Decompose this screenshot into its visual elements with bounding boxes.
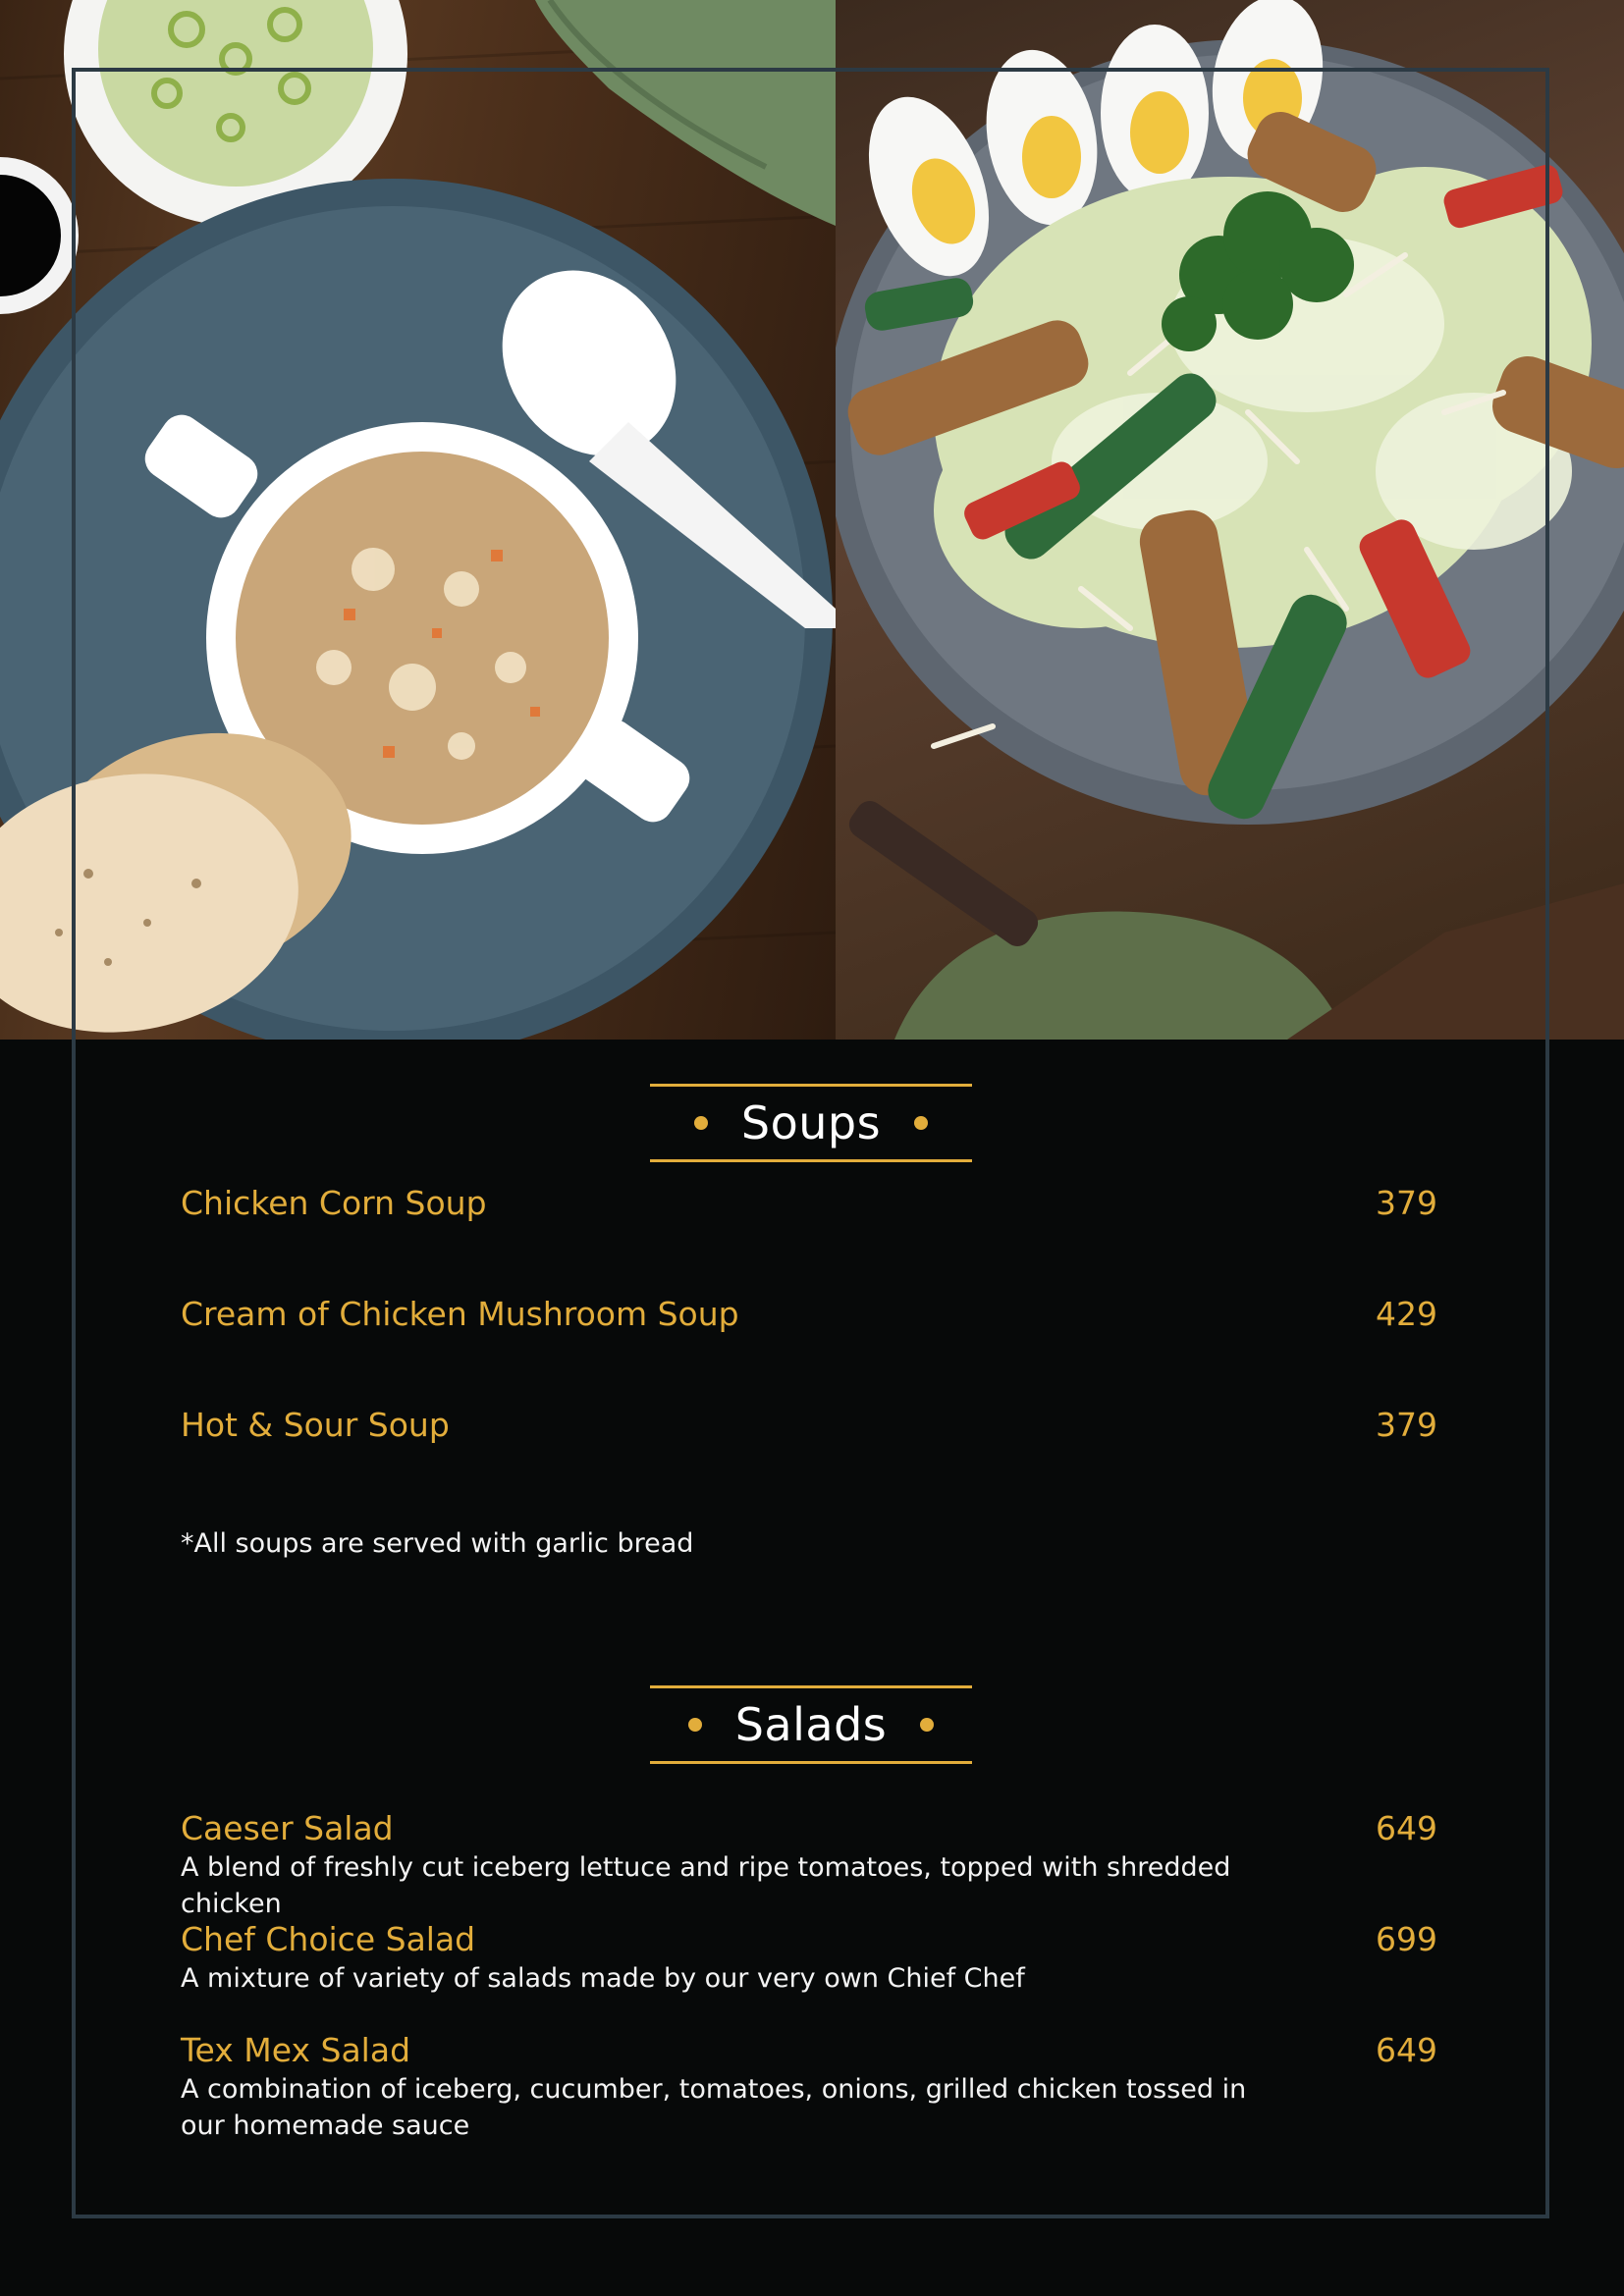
- menu-item-cream-of-chicken-mushroom-soup: [181, 1295, 1437, 1333]
- bullet-dot-icon: [694, 1116, 708, 1130]
- item-description: A combination of iceberg, cucumber, tomatoes, onions, grilled chicken tossed in our homemade sauce: [181, 2074, 1247, 2141]
- item-name: Cream of Chicken Mushroom Soup: [181, 1295, 739, 1333]
- salads-heading: [650, 1685, 972, 1764]
- menu-item-caeser-salad: [181, 1809, 1437, 1922]
- menu-item-chef-choice-salad: [181, 1920, 1437, 1997]
- menu-item-hot-and-sour-soup: [181, 1406, 1437, 1444]
- item-name: Hot & Sour Soup: [181, 1406, 450, 1444]
- item-name: Chicken Corn Soup: [181, 1184, 487, 1222]
- bullet-dot-icon: [920, 1718, 934, 1732]
- menu-item-tex-mex-salad: [181, 2031, 1437, 2144]
- photo-header: [0, 0, 1624, 1040]
- soups-note: *All soups are served with garlic bread: [181, 1528, 694, 1559]
- item-description: A mixture of variety of salads made by our very own Chief Chef: [181, 1963, 1025, 1994]
- item-price: 379: [1376, 1184, 1437, 1222]
- item-price: 649: [1376, 1809, 1437, 1847]
- soups-heading-title: Soups: [740, 1096, 882, 1149]
- soups-heading: [650, 1084, 972, 1162]
- item-name: Tex Mex Salad: [181, 2031, 411, 2069]
- item-price: 379: [1376, 1406, 1437, 1444]
- item-description: A blend of freshly cut iceberg lettuce and ripe tomatoes, topped with shredded chicken: [181, 1852, 1231, 1919]
- menu-item-chicken-corn-soup: [181, 1184, 1437, 1222]
- caesar-salad-photo: [836, 0, 1624, 1040]
- item-price: 699: [1376, 1920, 1437, 1958]
- salads-heading-title: Salads: [734, 1698, 888, 1751]
- item-name: Chef Choice Salad: [181, 1920, 476, 1958]
- item-name: Caeser Salad: [181, 1809, 394, 1847]
- bullet-dot-icon: [914, 1116, 928, 1130]
- item-price: 649: [1376, 2031, 1437, 2069]
- item-price: 429: [1376, 1295, 1437, 1333]
- bullet-dot-icon: [688, 1718, 702, 1732]
- soup-bowl-photo: [0, 0, 836, 1040]
